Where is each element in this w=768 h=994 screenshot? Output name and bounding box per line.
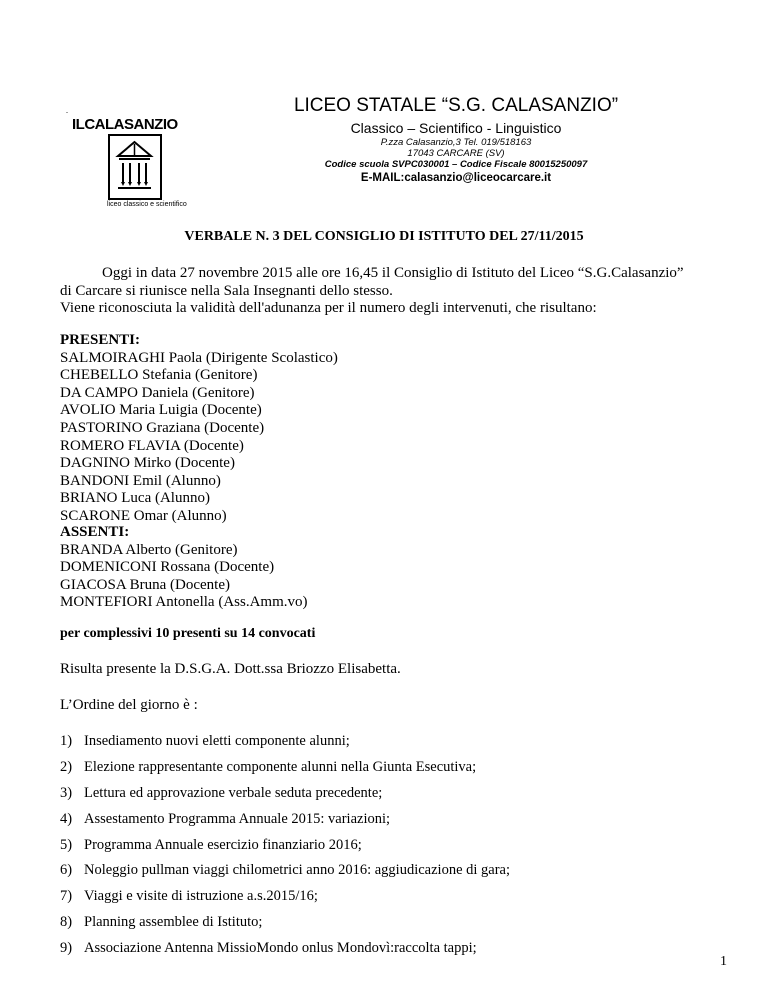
logo-title: ILCALASANZIO <box>72 116 178 133</box>
school-codes: Codice scuola SVPC030001 – Codice Fiscale 80015250097 <box>324 159 588 170</box>
present-label: PRESENTI: <box>60 332 141 348</box>
agenda-item-text: Elezione rappresentante componente alunni nella Giunta Esecutiva; <box>84 758 477 775</box>
agenda-item-text: Insediamento nuovi eletti componente alunni; <box>84 733 350 749</box>
intro-line: Oggi in data 27 novembre 2015 alle ore 16,45 il Consiglio di Istituto del Liceo “S.G.Calasanzio” <box>102 265 684 281</box>
absent-member: BRANDA Alberto (Genitore) <box>60 541 238 558</box>
intro-line: Viene riconosciuta la validità dell'adunanza per il numero degli intervenuti, che risultano: <box>60 300 597 317</box>
agenda-item-number: 3) <box>60 784 73 801</box>
agenda-item-text: Planning assemblee di Istituto; <box>84 914 263 931</box>
agenda-item-text: Programma Annuale esercizio finanziario 2016; <box>84 836 362 853</box>
agenda-item-text: Noleggio pullman viaggi chilometrici anno 2016: aggiudicazione di gara; <box>84 862 511 879</box>
present-member: SCARONE Omar (Alunno) <box>60 507 227 524</box>
absent-member: GIACOSA Bruna (Docente) <box>60 576 230 593</box>
agenda-item <box>60 784 510 810</box>
agenda-item-text: Associazione Antenna MissioMondo onlus Mondovì:raccolta tappi; <box>84 940 477 957</box>
agenda-list <box>60 732 510 965</box>
present-member: BRIANO Luca (Alunno) <box>60 490 210 507</box>
agenda-item-number: 4) <box>60 810 73 827</box>
logo-subtitle: liceo classico e scientifico <box>107 201 187 208</box>
present-member: BANDONI Emil (Alunno) <box>60 472 221 489</box>
present-member: CHEBELLO Stefania (Genitore) <box>60 367 258 384</box>
agenda-item-number: 7) <box>60 888 73 905</box>
agenda-item-number: 1) <box>60 733 73 749</box>
dsga-note: Risulta presente la D.S.G.A. Dott.ssa Briozzo Elisabetta. <box>60 661 401 677</box>
page-number: 1 <box>720 954 727 969</box>
school-logo <box>62 106 187 208</box>
agenda-item <box>60 836 510 862</box>
agenda-item <box>60 939 510 965</box>
attendance-summary: per complessivi 10 presenti su 14 convocati <box>60 626 316 641</box>
agenda-item <box>60 758 510 784</box>
agenda-item-text: Viaggi e visite di istruzione a.s.2015/16; <box>84 888 318 905</box>
present-member: ROMERO FLAVIA (Docente) <box>60 437 244 454</box>
present-member: DA CAMPO Daniela (Genitore) <box>60 384 255 401</box>
agenda-item-number: 6) <box>60 862 73 879</box>
agenda-item-text: Lettura ed approvazione verbale seduta precedente; <box>84 784 383 801</box>
intro-line: di Carcare si riunisce nella Sala Insegnanti dello stesso. <box>60 282 393 299</box>
agenda-item <box>60 732 510 758</box>
absent-label: ASSENTI: <box>60 524 130 540</box>
agenda-item <box>60 887 510 913</box>
school-email: E-MAIL:calasanzio@liceocarcare.it <box>360 172 552 184</box>
agenda-item-number: 5) <box>60 836 73 853</box>
present-member: DAGNINO Mirko (Docente) <box>60 455 235 472</box>
school-name: LICEO STATALE “S.G. CALASANZIO” <box>293 95 619 116</box>
agenda-item <box>60 861 510 887</box>
logo-dot: . <box>66 106 68 115</box>
agenda-intro: L’Ordine del giorno è : <box>60 697 198 713</box>
school-type: Classico – Scientifico - Linguistico <box>350 120 562 136</box>
agenda-item-text: Assestamento Programma Annuale 2015: variazioni; <box>84 810 391 827</box>
agenda-item <box>60 913 510 939</box>
school-address: P.zza Calasanzio,3 Tel. 019/518163 <box>380 137 532 148</box>
logo-emblem <box>108 134 162 200</box>
logo-temple-icon <box>110 136 159 197</box>
school-city: 17043 CARCARE (SV) <box>407 148 505 159</box>
present-section <box>60 332 338 526</box>
absent-member: MONTEFIORI Antonella (Ass.Amm.vo) <box>60 594 308 611</box>
school-header <box>276 94 636 186</box>
intro-paragraph <box>60 265 730 318</box>
absent-section <box>60 524 308 612</box>
agenda-item <box>60 810 510 836</box>
agenda-item-number: 9) <box>60 940 73 957</box>
document-title: VERBALE N. 3 DEL CONSIGLIO DI ISTITUTO DEL 27/11/2015 <box>184 229 584 244</box>
agenda-item-number: 8) <box>60 914 73 931</box>
agenda-item-number: 2) <box>60 758 73 775</box>
absent-member: DOMENICONI Rossana (Docente) <box>60 559 275 576</box>
present-member: PASTORINO Graziana (Docente) <box>60 419 265 436</box>
present-member: AVOLIO Maria Luigia (Docente) <box>60 402 262 419</box>
present-member: SALMOIRAGHI Paola (Dirigente Scolastico) <box>60 349 338 366</box>
